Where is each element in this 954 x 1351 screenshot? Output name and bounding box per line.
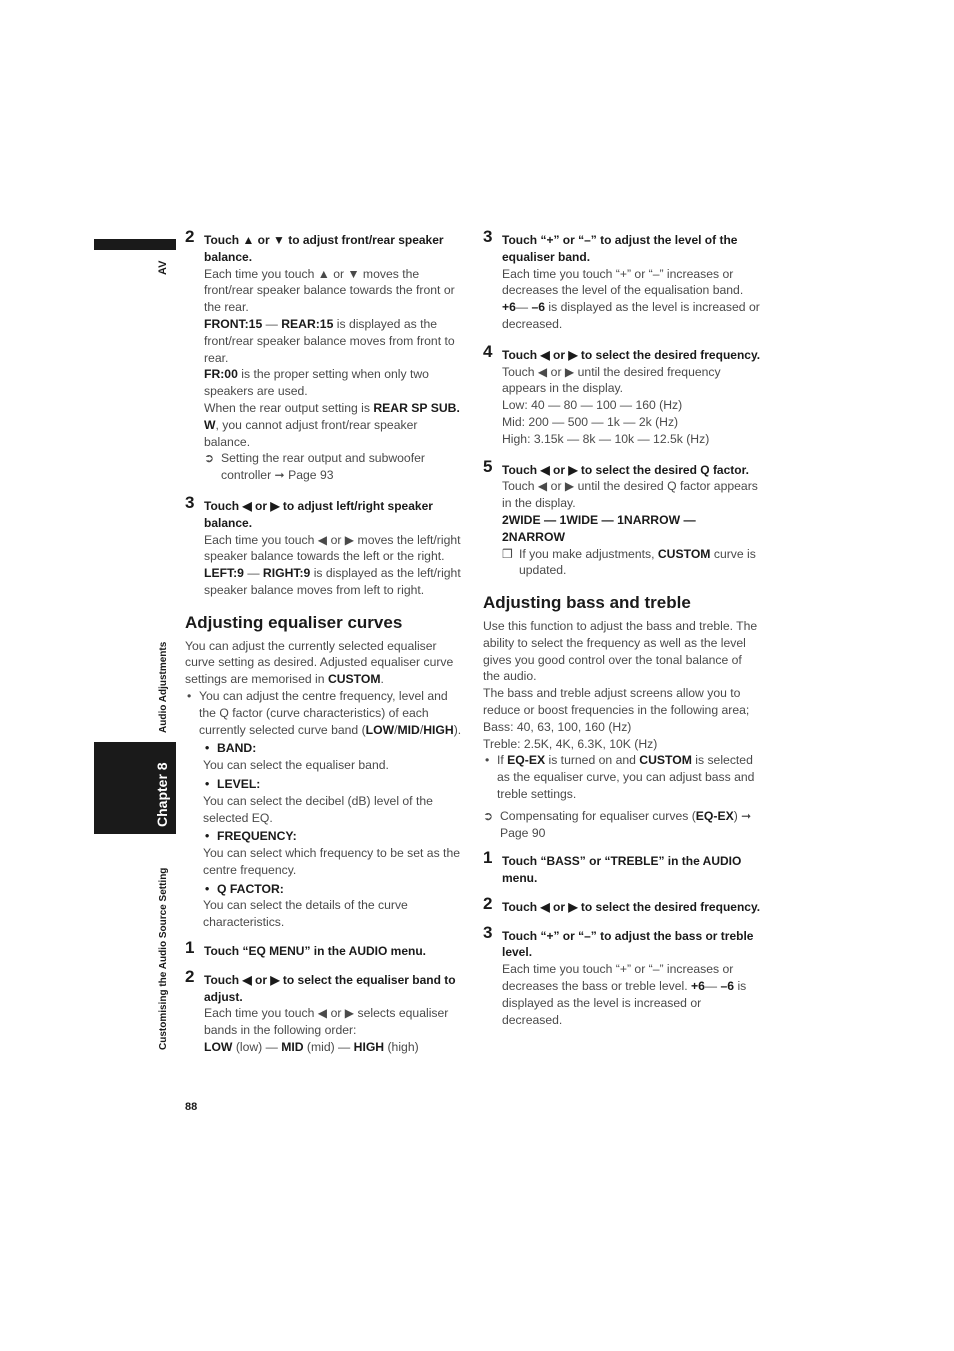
sub-item-band: • BAND: You can select the equaliser band. [185,740,463,774]
side-tab-bar [94,239,176,250]
frequency-list-mid: Mid: 200 — 500 — 1k — 2k (Hz) [502,414,679,429]
step-heading: Touch ◀ or ▶ to select the desired frequency. [502,899,761,914]
step-number: 3 [483,922,493,942]
step-number: 3 [185,492,195,512]
step-text: Each time you touch “+” or “–” increases or decreases the level of the equalisation band. [502,266,744,298]
step-eq-band [185,966,463,1056]
step-heading: Touch ▲ or ▼ to adjust front/rear speaker balance. [204,233,444,264]
step-number: 2 [483,893,493,913]
step-eq-level [483,227,761,333]
note-box-icon: ❒ [502,546,513,561]
step-text: FR:00 is the proper setting when only two speakers are used. [204,367,429,399]
step-heading: Touch “+” or “–” to adjust the level of the equaliser band. [502,233,738,264]
left-column [185,227,463,1056]
sub-item-frequency: • FREQUENCY: You can select which frequency to be set as the centre frequency. [185,828,463,878]
step-number: 5 [483,456,493,476]
step-text: Each time you touch ◀ or ▶ selects equaliser bands in the following order: [204,1006,449,1038]
reference-arrow-icon: ➲ [483,808,494,823]
step-text: LOW (low) — MID (mid) — HIGH (high) [204,1040,419,1055]
step-number: 4 [483,341,493,361]
q-factor-list: 2WIDE — 1WIDE — 1NARROW — 2NARROW [502,512,696,544]
step-left-right [185,492,463,599]
page-reference: ➲ Compensating for equaliser curves (EQ-EX) ➞ Page 90 [483,808,752,840]
step-bass-treble-frequency [483,893,761,916]
step-text: +6— –6 is displayed as the level is increased or decreased. [502,300,760,331]
step-heading: Touch “+” or “–” to adjust the bass or treble level. [502,928,754,960]
step-text: Each time you touch ▲ or ▼ moves the front/rear speaker balance towards the front or the rear. [204,266,455,315]
page-reference: ➲ Setting the rear output and subwoofer controller ➞ Page 93 [204,451,425,483]
step-number: 1 [185,938,195,958]
step-bass-treble-menu [483,848,761,887]
step-text: Each time you touch ◀ or ▶ moves the left/right speaker balance towards the left or the right. [204,532,461,564]
note: ❒ If you make adjustments, CUSTOM curve is updated. [502,546,756,578]
bass-frequencies: Bass: 40, 63, 100, 160 (Hz) [483,719,632,734]
bullet-item: • If EQ-EX is turned on and CUSTOM is selected as the equaliser curve, you can adjust bass and treble settings. [483,752,761,802]
step-eq-q-factor [483,456,761,580]
section-text: The bass and treble adjust screens allow you to reduce or boost frequencies in the following area; [483,686,750,717]
step-text: LEFT:9 — RIGHT:9 is displayed as the left/right speaker balance moves from left to right. [204,566,461,597]
frequency-list-low: Low: 40 — 80 — 100 — 160 (Hz) [502,398,683,413]
right-column [483,227,761,1028]
section-intro: You can adjust the currently selected equaliser curve setting as desired. Adjusted equaliser curve settings are memorised in CUSTOM. [185,638,454,687]
step-eq-frequency [483,341,761,448]
step-heading: Touch ◀ or ▶ to select the desired Q factor. [502,462,749,477]
side-av-label: AV [157,260,169,275]
step-eq-menu [185,938,463,960]
step-number: 2 [185,227,195,246]
reference-arrow-icon: ➲ [204,451,215,466]
chapter-label: Chapter 8 [154,762,170,827]
sub-item-q-factor: • Q FACTOR: You can select the details of the curve characteristics. [185,881,463,931]
step-number: 1 [483,848,493,868]
step-text: Touch ◀ or ▶ until the desired Q factor appears in the display. [502,479,758,511]
step-bass-treble-level [483,922,761,1029]
step-text: FRONT:15 — REAR:15 is displayed as the front/rear speaker balance moves from front to rear. [204,316,455,365]
step-text: Touch ◀ or ▶ until the desired frequency appears in the display. [502,364,721,396]
section-title-bass-treble: Adjusting bass and treble [483,593,691,613]
frequency-list-high: High: 3.15k — 8k — 10k — 12.5k (Hz) [502,431,710,446]
sub-item-level: • LEVEL: You can select the decibel (dB) level of the selected EQ. [185,776,463,826]
bullet-item: • You can adjust the centre frequency, level and the Q factor (curve characteristics) of each currently selected curve band (LOW/MID/HIGH). [185,688,463,738]
step-heading: Touch ◀ or ▶ to select the equaliser band to adjust. [204,972,456,1004]
step-heading: Touch “BASS” or “TREBLE” in the AUDIO menu. [502,854,742,886]
step-number: 3 [483,227,493,246]
step-text: When the rear output setting is REAR SP SUB. W, you cannot adjust front/rear speaker balance. [204,400,460,449]
step-heading: Touch ◀ or ▶ to select the desired frequency. [502,347,761,362]
step-number: 2 [185,966,195,986]
side-section-customising: Customising the Audio Source Setting [158,867,169,1050]
treble-frequencies: Treble: 2.5K, 4K, 6.3K, 10K (Hz) [483,736,658,751]
section-intro: Use this function to adjust the bass and treble. The ability to select the frequency as well as the level gives you good control over the tonal balance of the audio. [483,618,758,684]
side-section-audio-adjustments: Audio Adjustments [158,641,169,733]
step-heading: Touch “EQ MENU” in the AUDIO menu. [204,944,426,959]
step-heading: Touch ◀ or ▶ to adjust left/right speaker balance. [204,498,433,530]
step-text: Each time you touch “+” or “–” increases or decreases the bass or treble level. +6— –6 is displayed as the level is increased or decreased. [502,962,747,1027]
page-number: 88 [185,1101,198,1113]
section-title-equaliser: Adjusting equaliser curves [185,612,403,632]
step-front-rear [185,227,463,484]
